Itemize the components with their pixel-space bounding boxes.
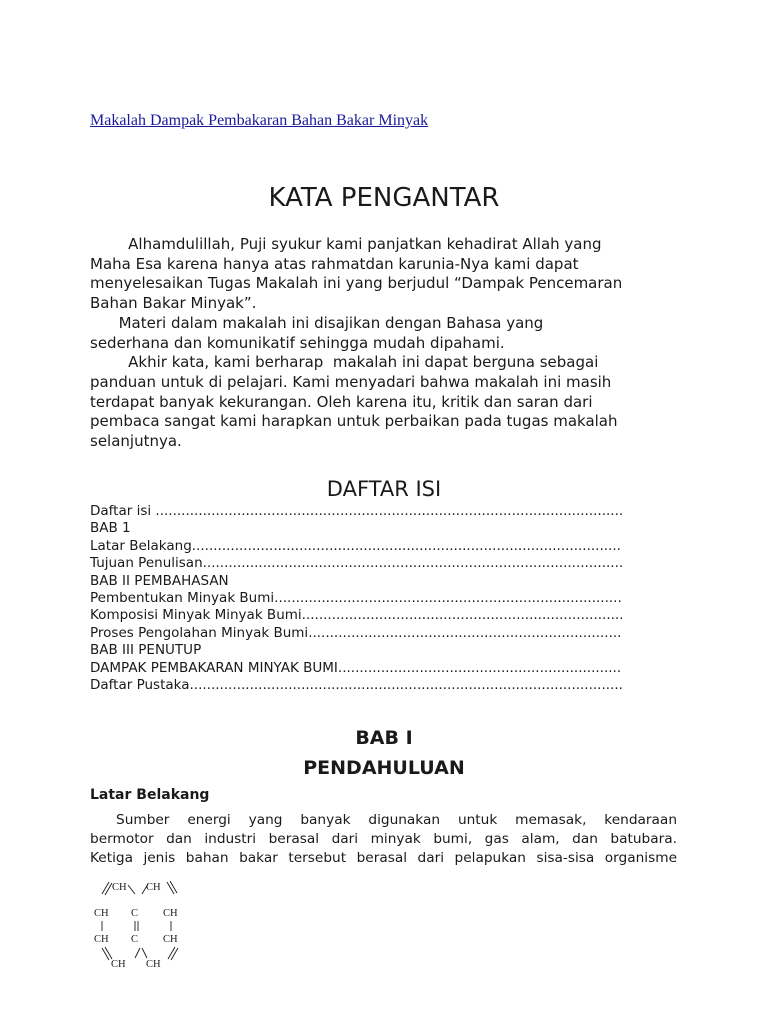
- paragraph-line: pembaca sangat kami harapkan untuk perbaikan pada tugas makalah: [90, 412, 618, 431]
- bond-line: [105, 883, 112, 895]
- bond-line: [171, 948, 178, 960]
- atom-label: CH: [163, 908, 178, 919]
- chapter-number-heading: BAB I: [355, 727, 413, 749]
- paragraph-line: Akhir kata, kami berharap makalah ini dapat berguna sebagai: [90, 353, 599, 372]
- toc-entry: [90, 538, 622, 555]
- paragraph-line: Sumber energi yang banyak digunakan untuk memasak, kendaraan: [116, 812, 677, 828]
- toc-leader-dots: [302, 607, 622, 624]
- toc-leader-dots: [338, 660, 622, 677]
- toc-entry: [90, 607, 622, 624]
- atom-label: CH: [146, 882, 161, 893]
- bond-line: [102, 948, 109, 960]
- atom-label: C: [131, 934, 139, 945]
- atom-label: CH: [94, 908, 109, 919]
- latar-belakang-heading: Latar Belakang: [90, 787, 210, 803]
- toc-leader-dots: [192, 538, 622, 555]
- toc-entry: [90, 520, 622, 537]
- toc-entry: [90, 642, 622, 659]
- atom-label: CH: [94, 934, 109, 945]
- toc-entry-label: BAB III PENUTUP: [90, 642, 202, 659]
- chapter-title-heading: PENDAHULUAN: [303, 757, 465, 779]
- latar-belakang-text: [90, 811, 677, 868]
- paragraph-line: Ketiga jenis bahan bakar tersebut berasal dari pelapukan sisa-sisa organisme: [90, 850, 677, 866]
- toc-entry-label: Komposisi Minyak Minyak Bumi: [90, 607, 302, 624]
- toc-leader-dots: [155, 503, 622, 520]
- toc-entry-label: Pembentukan Minyak Bumi: [90, 590, 275, 607]
- table-of-contents: [90, 503, 622, 694]
- bond-line: [105, 947, 112, 959]
- paragraph-line: Alhamdulillah, Puji syukur kami panjatkan kehadirat Allah yang: [90, 235, 602, 253]
- toc-entry: [90, 677, 622, 694]
- kata-pengantar-text: [90, 235, 670, 452]
- toc-entry-label: Tujuan Penulisan: [90, 555, 203, 572]
- atom-label: CH: [112, 882, 127, 893]
- paragraph-line: bermotor dan industri berasal dari minyak bumi, gas alam, dan batubara.: [90, 831, 677, 847]
- kata-pengantar-heading: KATA PENGANTAR: [268, 183, 500, 213]
- toc-entry-label: Daftar Pustaka: [90, 677, 190, 694]
- toc-leader-dots: [308, 625, 622, 642]
- document-title-link[interactable]: Makalah Dampak Pembakaran Bahan Bakar Minyak: [90, 112, 429, 129]
- paragraph-line: Maha Esa karena hanya atas rahmatdan karunia-Nya kami dapat: [90, 254, 579, 273]
- bond-line: [142, 948, 147, 958]
- paragraph-line: terdapat banyak kekurangan. Oleh karena itu, kritik dan saran dari: [90, 392, 593, 411]
- paragraph-line: menyelesaikan Tugas Makalah ini yang berjudul “Dampak Pencemaran: [90, 274, 623, 293]
- toc-entry: [90, 573, 622, 590]
- bond-line: [167, 882, 174, 894]
- bond-line: [168, 947, 175, 959]
- toc-entry: [90, 625, 622, 642]
- bond-line: [170, 881, 177, 893]
- atom-label: CH: [111, 959, 126, 970]
- atom-label: CH: [146, 959, 161, 970]
- atom-label: C: [131, 908, 139, 919]
- toc-entry: [90, 660, 622, 677]
- toc-leader-dots: [190, 677, 622, 694]
- toc-entry-label: Proses Pengolahan Minyak Bumi: [90, 624, 309, 641]
- bond-line: [135, 948, 140, 958]
- toc-entry: [90, 503, 622, 520]
- toc-entry-label: DAMPAK PEMBAKARAN MINYAK BUMI: [90, 659, 338, 676]
- toc-entry-label: BAB 1: [90, 520, 131, 537]
- toc-entry-label: Daftar isi: [90, 503, 156, 519]
- atom-label: CH: [163, 934, 178, 945]
- paragraph-line: Bahan Bakar Minyak”.: [90, 294, 257, 313]
- bond-line: [102, 882, 109, 894]
- toc-leader-dots: [274, 590, 622, 607]
- chemical-structure-figure: [88, 878, 198, 973]
- paragraph-line: selanjutnya.: [90, 432, 182, 451]
- daftar-isi-heading: DAFTAR ISI: [326, 477, 442, 501]
- paragraph-line: Materi dalam makalah ini disajikan dengan Bahasa yang: [90, 313, 544, 332]
- paragraph-line: panduan untuk di pelajari. Kami menyadari bahwa makalah ini masih: [90, 372, 612, 391]
- toc-leader-dots: [203, 555, 622, 572]
- toc-entry: [90, 590, 622, 607]
- toc-entry: [90, 555, 622, 572]
- toc-entry-label: Latar Belakang: [90, 537, 192, 554]
- toc-entry-label: BAB II PEMBAHASAN: [90, 572, 229, 589]
- bond-line: [128, 885, 135, 894]
- paragraph-line: sederhana dan komunikatif sehingga mudah dipahami.: [90, 333, 505, 352]
